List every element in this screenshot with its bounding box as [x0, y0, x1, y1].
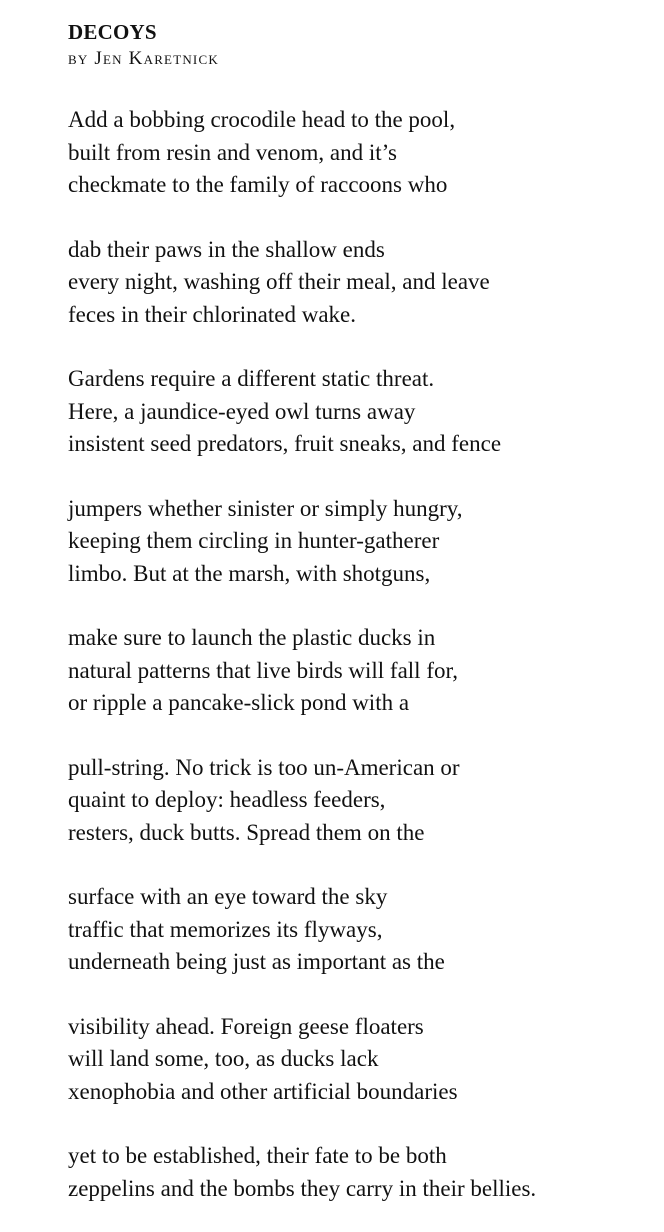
stanza — [68, 104, 658, 202]
poem-line: resters, duck butts. Spread them on the — [68, 819, 425, 845]
poem-line: traffic that memorizes its flyways, — [68, 916, 383, 942]
stanza — [68, 622, 658, 720]
stanza — [68, 1140, 658, 1205]
poem-line: will land some, too, as ducks lack — [68, 1046, 379, 1071]
stanza — [68, 881, 658, 979]
poem-line: checkmate to the family of raccoons who — [68, 172, 448, 197]
poem-line: pull-string. No trick is too un-American or — [68, 754, 460, 780]
poem-line: keeping them circling in hunter-gatherer — [68, 528, 440, 553]
poem-byline: by Jen Karetnick — [68, 48, 219, 69]
poem-line: Add a bobbing crocodile head to the pool, — [68, 107, 456, 132]
stanza — [68, 493, 658, 591]
poem-line: feces in their chlorinated wake. — [68, 301, 357, 327]
stanza — [68, 1011, 658, 1109]
poem-line: Gardens require a different static threat. — [68, 366, 435, 391]
poem-title: DECOYS — [68, 20, 157, 44]
poem-line: make sure to launch the plastic ducks in — [68, 625, 436, 650]
poem-line: limbo. But at the marsh, with shotguns, — [68, 560, 431, 586]
poem-line: or ripple a pancake-slick pond with a — [68, 690, 410, 715]
stanza — [68, 234, 658, 332]
poem-line: Here, a jaundice-eyed owl turns away — [68, 398, 416, 424]
poem-line: zeppelins and the bombs they carry in their bellies. — [68, 1175, 537, 1201]
stanza — [68, 363, 658, 461]
poem-line: natural patterns that live birds will fall for, — [68, 657, 458, 683]
poem-line: underneath being just as important as the — [68, 949, 445, 974]
poem-line: surface with an eye toward the sky — [68, 884, 388, 909]
poem-line: jumpers whether sinister or simply hungry, — [68, 495, 463, 521]
poem-line: every night, washing off their meal, and leave — [68, 269, 490, 294]
poem-line: dab their paws in the shallow ends — [68, 236, 385, 262]
poem-line: quaint to deploy: headless feeders, — [68, 787, 386, 812]
poem-line: xenophobia and other artificial boundaries — [68, 1078, 458, 1104]
poem-line: insistent seed predators, fruit sneaks, and fence — [68, 431, 502, 456]
stanza — [68, 752, 658, 850]
poem-line: yet to be established, their fate to be both — [68, 1143, 447, 1168]
poem-line: visibility ahead. Foreign geese floaters — [68, 1013, 424, 1039]
poem-line: built from resin and venom, and it’s — [68, 139, 397, 165]
poem-page — [68, 18, 658, 1205]
